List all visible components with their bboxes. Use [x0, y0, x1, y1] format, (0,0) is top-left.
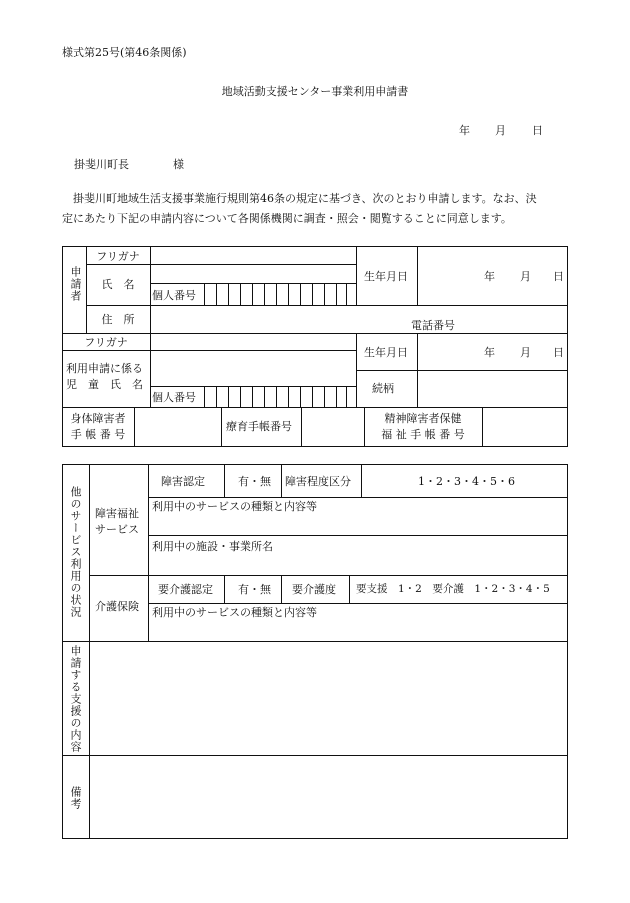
disability-service-label-line2: サービス: [95, 523, 139, 536]
physical-handbook-label-line1: 身体障害者: [70, 412, 126, 425]
care-degree-options: 要支援 1・2 要介護 1・2・3・4・5: [356, 583, 550, 595]
child-relation-label: 続柄: [372, 382, 394, 395]
care-degree-label: 要介護度: [292, 583, 336, 596]
child-name-label-line2: 児 童 氏 名: [66, 378, 143, 391]
applicant-section-label: 申請者: [69, 266, 82, 302]
form-title: 地域活動支援センター事業利用申請書: [221, 85, 409, 98]
child-birth-month: 月: [520, 346, 531, 359]
child-birthdate-label: 生年月日: [364, 346, 408, 359]
intro-line-1: 掛斐川町地域生活支援事業施行規則第46条の規定に基づき、次のとおり申請します。なお、決: [62, 192, 537, 205]
facilities-label: 利用中の施設・事業所名: [152, 540, 273, 553]
other-services-section-label: 他のサービス利用の状況: [69, 486, 82, 618]
care-cert-label: 要介護認定: [158, 583, 213, 596]
applicant-address-label: 住 所: [101, 313, 135, 326]
care-insurance-label: 介護保険: [95, 600, 139, 613]
applicant-birth-month: 月: [520, 270, 531, 283]
applicant-furigana-label: フリガナ: [96, 250, 140, 263]
child-furigana-label: フリガナ: [84, 336, 128, 349]
applicant-birth-year: 年: [484, 270, 495, 283]
disability-service-types-label: 利用中のサービスの種類と内容等: [152, 500, 317, 513]
disability-cert-label: 障害認定: [161, 475, 205, 488]
child-name-label-line1: 利用申請に係る: [66, 362, 143, 375]
child-birth-year: 年: [484, 346, 495, 359]
mental-handbook-label-line1: 精神障害者保健: [384, 412, 462, 425]
disability-yes-no: 有・無: [238, 475, 271, 488]
disability-service-label-line1: 障害福祉: [95, 507, 139, 520]
degree-class-label: 障害程度区分: [285, 475, 351, 488]
degree-class-options: 1・2・3・4・5・6: [418, 475, 515, 488]
applicant-birth-day: 日: [553, 270, 564, 283]
child-personal-number-label: 個人番号: [152, 391, 196, 404]
mental-handbook-label-line2: 福 祉 手 帳 番 号: [381, 428, 465, 441]
physical-handbook-label-line2: 手 帳 番 号: [70, 428, 126, 441]
support-content-section-label: 申請する支援の内容: [69, 645, 82, 753]
remarks-section-label: 備考: [69, 786, 82, 810]
addressee: 掛斐川町長 様: [74, 158, 184, 171]
care-service-types-label: 利用中のサービスの種類と内容等: [152, 606, 317, 619]
applicant-birthdate-label: 生年月日: [364, 270, 408, 283]
ryoiku-handbook-label: 療育手帳番号: [226, 420, 292, 433]
care-yes-no: 有・無: [238, 583, 271, 596]
form-number: 様式第25号(第46条関係): [62, 46, 187, 59]
applicant-name-label: 氏 名: [101, 278, 135, 291]
applicant-phone-label: 電話番号: [411, 319, 455, 332]
child-birth-day: 日: [553, 346, 564, 359]
intro-line-2: 定にあたり下記の申請内容について各関係機関に調査・照会・閲覧することに同意します。: [62, 212, 512, 225]
applicant-personal-number-label: 個人番号: [152, 289, 196, 302]
